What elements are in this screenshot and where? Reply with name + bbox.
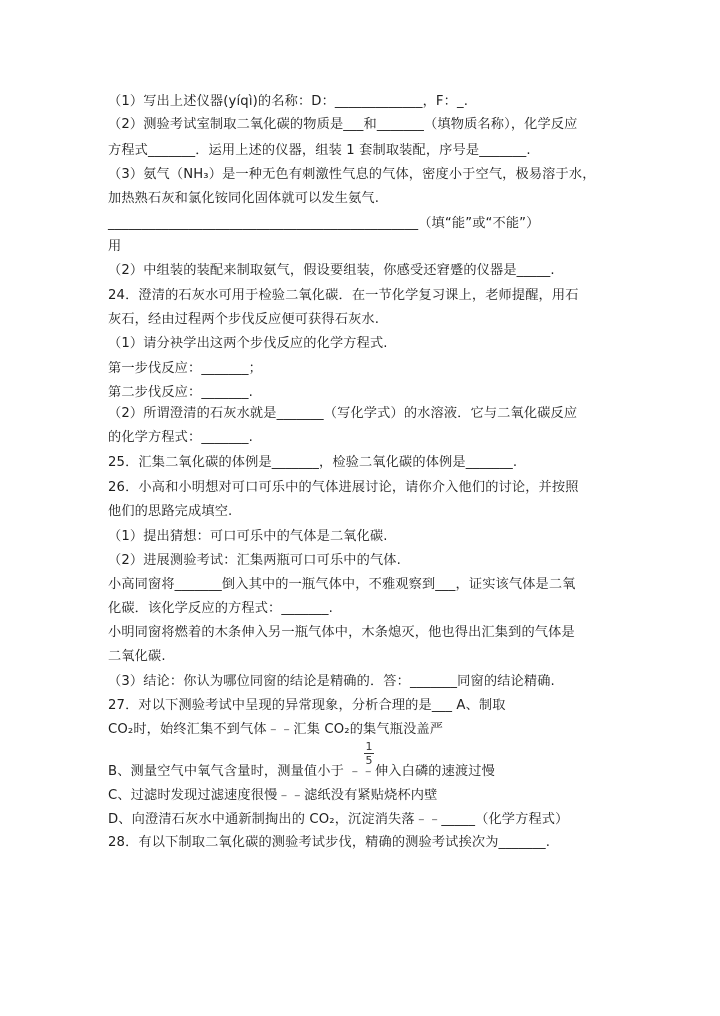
text-line: （1）请分袂学出这两个步伐反应的化学方程式. [108, 336, 388, 351]
text-line: （1）提出猜想：可口可乐中的气体是二氧化碳. [108, 529, 388, 544]
text-line: B、测量空气中氧气含量时，测量值小于 ﹣﹣伸入白磷的速渡过慢 [108, 764, 495, 779]
text-line: （3）结论：你认为哪位同窗的结论是精确的．答：_______同窗的结论精确. [108, 674, 555, 689]
text-line: （2）所谓澄清的石灰水就是_______（写化学式）的水溶液．它与二氧化碳反应 [108, 406, 578, 421]
text-line: 小高同窗将_______倒入其中的一瓶气体中，不雅观察到___，证实该气体是二氧 [108, 577, 576, 592]
text-line: 第二步伐反应：_______. [108, 385, 253, 400]
text-line: （2）进展测验考试：汇集两瓶可口可乐中的气体. [108, 553, 401, 568]
text-line: 的化学方程式：_______. [108, 430, 253, 445]
text-line: D、向澄清石灰水中通新制掏出的 CO₂，沉淀消失落﹣﹣_____（化学方程式） [108, 812, 569, 827]
fraction-denominator: 5 [365, 754, 373, 767]
text-line: 用 [108, 239, 122, 254]
text-line: CO₂时，始终汇集不到气体﹣﹣汇集 CO₂的集气瓶没盖严 [108, 722, 444, 737]
fraction-numerator: 1 [365, 740, 373, 753]
text-line: （2）测验考试室制取二氧化碳的物质是___和_______（填物质名称），化学反应 [108, 117, 578, 132]
text-line: 灰石，经由过程两个步伐反应便可获得石灰水. [108, 312, 380, 327]
text-line: 28．有以下制取二氧化碳的测验考试步伐，精确的测验考试挨次为_______. [108, 835, 551, 850]
text-line: （1）写出上述仪器(yíqì)的名称：D：_____________，F：_. [108, 94, 469, 109]
text-line: 加热熟石灰和氯化铵同化固体就可以发生氨气. [108, 191, 380, 206]
text-line: 二氧化碳. [108, 649, 166, 664]
text-line: 25．汇集二氧化碳的体例是_______，检验二氧化碳的体例是_______. [108, 455, 518, 470]
text-line: 26．小高和小明想对可口可乐中的气体进展讨论，请你介入他们的讨论，并按照 [108, 480, 579, 495]
text-line: 他们的思路完成填空. [108, 504, 233, 519]
fraction-one-fifth [364, 741, 374, 766]
text-line: C、过滤时发现过滤速度很慢﹣﹣滤纸没有紧贴烧杯内壁 [108, 788, 438, 803]
text-line: 方程式_______．运用上述的仪器，组装 1 套制取装配，序号是_______. [108, 143, 531, 158]
text-line: 24．澄清的石灰水可用于检验二氧化碳．在一节化学复习课上，老师提醒，用石 [108, 288, 579, 303]
text-line: 第一步伐反应：_______； [108, 361, 262, 376]
text-line: 小明同窗将燃着的木条伸入另一瓶气体中，木条熄灭，他也得出汇集到的气体是 [108, 625, 575, 640]
text-line: 27．对以下测验考试中呈现的异常现象，分析合理的是___ A、制取 [108, 698, 506, 713]
text-line: ______________________________________________（填“能”或“不能”） [108, 216, 540, 231]
text-line: 化碳．该化学反应的方程式：_______. [108, 601, 333, 616]
text-line: （3）氨气（NH₃）是一种无色有刺激性气息的气体，密度小于空气，极易溶于水， [108, 167, 596, 182]
text-line: （2）中组装的装配来制取氨气，假设要组装，你感受还窘蹙的仪器是_____. [108, 263, 555, 278]
